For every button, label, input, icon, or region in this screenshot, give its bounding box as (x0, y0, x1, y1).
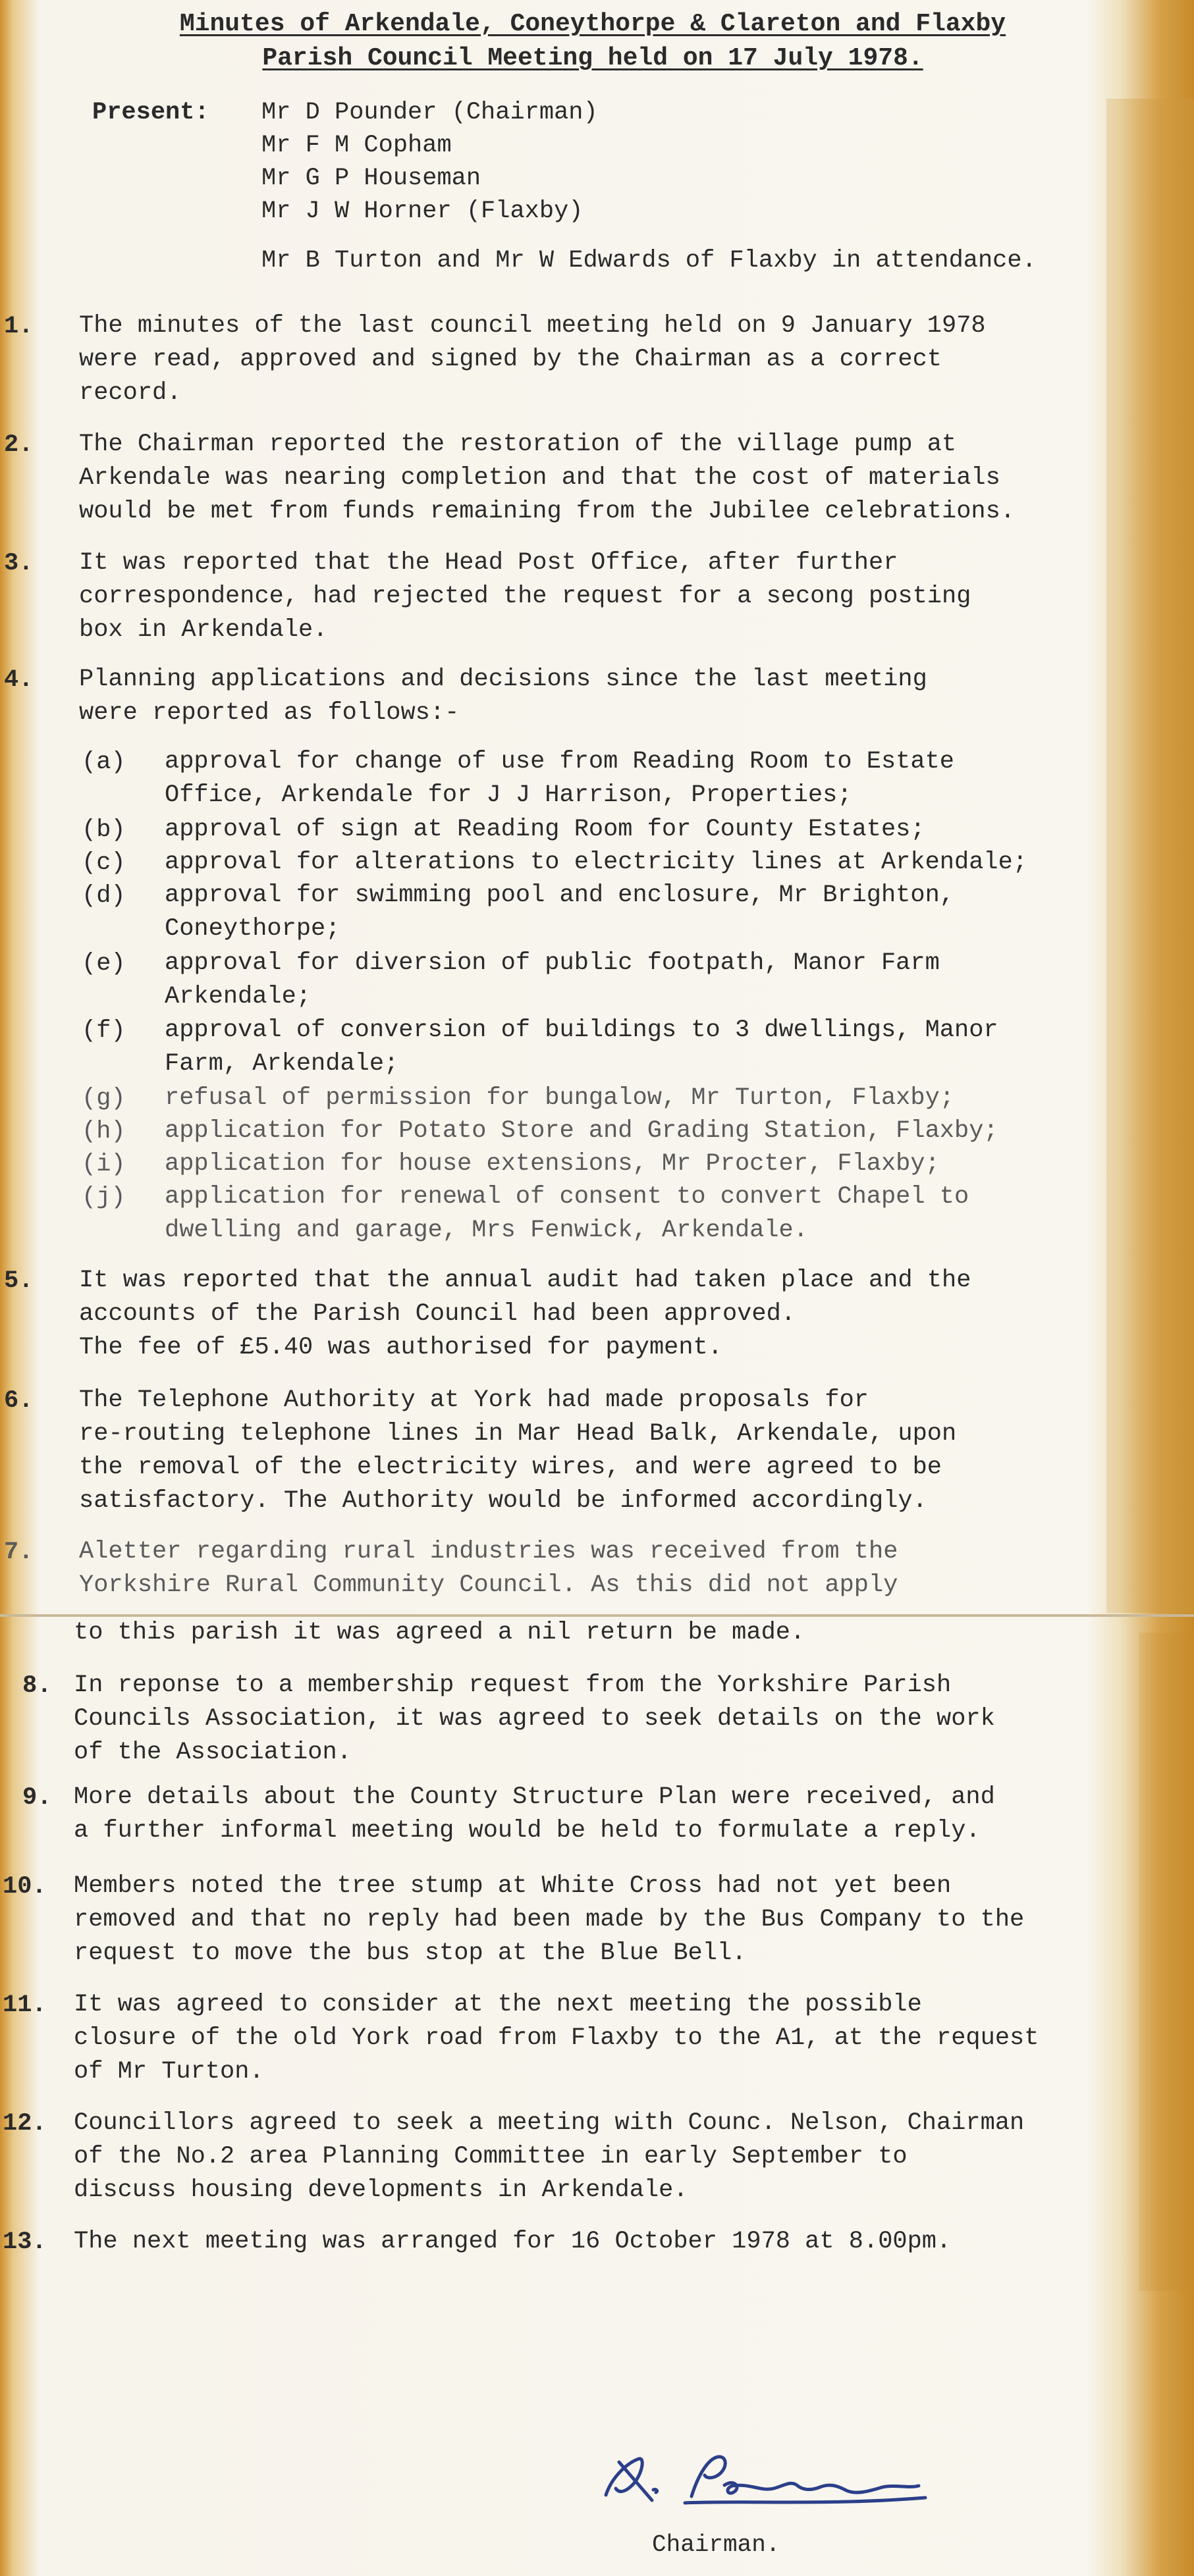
minute-item-7: Aletter regarding rural industries was received from the Yorkshire Rural Community Council. As this did not apply (79, 1538, 898, 1599)
minute-item-10: Members noted the tree stump at White Cross had not yet been removed and that no reply had been made by the Bus Company to the request to move the bus stop at the Blue Bell. (74, 1872, 1025, 1967)
item-number: 7. (4, 1538, 34, 1566)
item-number: 11. (3, 1991, 47, 2019)
planning-item-letter: (j) (82, 1184, 126, 1211)
attendance-note: Mr B Turton and Mr W Edwards of Flaxby in attendance. (261, 247, 1037, 275)
planning-item-f: approval of conversion of buildings to 3 dwellings, Manor Farm, Arkendale; (165, 1016, 998, 1078)
planning-item-j: application for renewal of consent to convert Chapel to dwelling and garage, Mrs Fenwick, Arkendale. (165, 1183, 969, 1244)
minute-item-1: The minutes of the last council meeting held on 9 January 1978 were read, approved and signed by the Chairman as a correct record. (79, 312, 986, 407)
planning-item-letter: (c) (82, 849, 126, 877)
item-number: 8. (22, 1672, 52, 1700)
document-title-line-1: Minutes of Arkendale, Coneythorpe & Clareton and Flaxby (179, 10, 1006, 38)
planning-item-h: application for Potato Store and Grading Station, Flaxby; (165, 1117, 998, 1145)
planning-item-i: application for house extensions, Mr Procter, Flaxby; (165, 1150, 940, 1178)
planning-item-b: approval of sign at Reading Room for County Estates; (165, 816, 925, 843)
minute-item-4: Planning applications and decisions since the last meeting were reported as follows:- (79, 666, 927, 727)
item-number: 13. (3, 2228, 47, 2256)
planning-item-letter: (g) (82, 1085, 126, 1113)
planning-item-letter: (i) (82, 1151, 126, 1178)
item-number: 6. (4, 1387, 34, 1415)
minute-item-3: It was reported that the Head Post Office, after further correspondence, had rejected the request for a secong posting box in Arkendale. (79, 549, 971, 644)
chairman-label: Chairman. (652, 2531, 780, 2558)
minute-item-9: More details about the County Structure Plan were received, and a further informal meeting would be held to formulate a reply. (74, 1783, 995, 1845)
planning-item-letter: (a) (82, 749, 126, 776)
item-number: 2. (4, 431, 34, 459)
adhesive-tape-strip (1139, 1633, 1194, 2291)
chairman-signature (593, 2423, 935, 2515)
minute-item-8: In reponse to a membership request from the Yorkshire Parish Councils Association, it was agreed to seek details on the work of the Association. (74, 1671, 995, 1766)
item-number: 5. (4, 1267, 34, 1295)
planning-item-letter: (d) (82, 882, 126, 910)
planning-item-d: approval for swimming pool and enclosure, Mr Brighton, Coneythorpe; (165, 881, 954, 943)
item-number: 1. (4, 313, 34, 340)
present-label: Present: (92, 99, 209, 126)
item-number: 4. (4, 666, 34, 694)
present-member: Mr F M Copham (261, 132, 452, 159)
minute-item-2: The Chairman reported the restoration of the village pump at Arkendale was nearing completion and that the cost of materials would be met from funds remaining from the Jubilee celebrations. (79, 431, 1016, 525)
planning-item-g: refusal of permission for bungalow, Mr Turton, Flaxby; (165, 1084, 954, 1112)
minute-item-5: It was reported that the annual audit had taken place and the accounts of the Parish Council had been approved. The fee of £5.40 was authorised for payment. (79, 1267, 971, 1361)
item-number: 10. (3, 1873, 47, 1901)
present-member: Mr J W Horner (Flaxby) (261, 197, 583, 225)
present-member: Mr G P Houseman (261, 165, 481, 192)
planning-item-e: approval for diversion of public footpath, Manor Farm Arkendale; (165, 949, 940, 1011)
minute-item-13: The next meeting was arranged for 16 October 1978 at 8.00pm. (74, 2228, 952, 2255)
item-number: 9. (22, 1784, 52, 1812)
document-title-line-2: Parish Council Meeting held on 17 July 1978. (262, 44, 923, 72)
minute-item-7-continued: to this parish it was agreed a nil return be made. (74, 1619, 805, 1646)
planning-item-letter: (b) (82, 816, 126, 844)
minute-item-6: The Telephone Authority at York had made proposals for re-routing telephone lines in Mar Head Balk, Arkendale, upon the removal of the electricity wires, and were agreed to be satisfactory. The Authority would be informed accordingly. (79, 1386, 957, 1515)
planning-item-c: approval for alterations to electricity lines at Arkendale; (165, 849, 1028, 876)
minute-item-12: Councillors agreed to seek a meeting with Counc. Nelson, Chairman of the No.2 area Planning Committee in early September to discuss housing developments in Arkendale. (74, 2109, 1025, 2204)
planning-item-a: approval for change of use from Reading Room to Estate Office, Arkendale for J J Harrison, Properties; (165, 748, 954, 809)
planning-item-letter: (e) (82, 950, 126, 978)
item-number: 3. (4, 550, 34, 577)
present-member: Mr D Pounder (Chairman) (261, 99, 598, 126)
planning-item-letter: (f) (82, 1017, 126, 1045)
item-number: 12. (3, 2110, 47, 2138)
minute-item-11: It was agreed to consider at the next meeting the possible closure of the old York road from Flaxby to the A1, at the request of Mr Turton. (74, 1991, 1039, 2086)
planning-item-letter: (h) (82, 1118, 126, 1145)
